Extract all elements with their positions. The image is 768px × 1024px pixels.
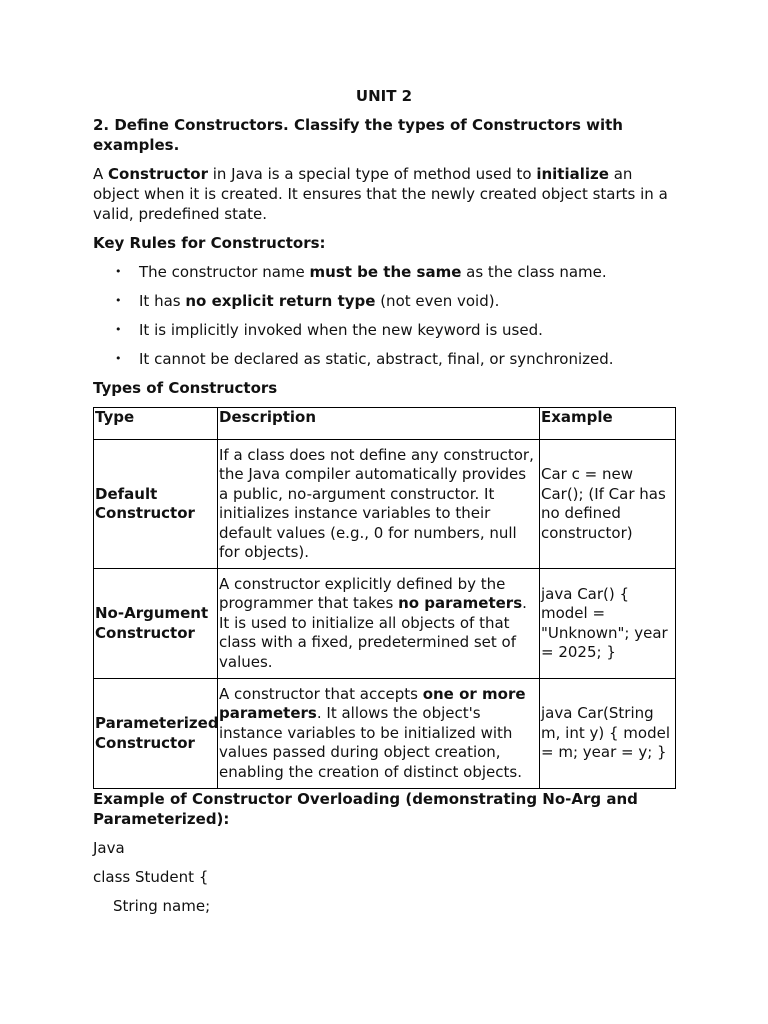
- description-text: If a class does not define any constructor, the Java compiler automatically provides a public, no-argument constructor. It initializes instance variables to their default values (e.g., 0 for numbers, null for objects).: [219, 445, 534, 561]
- rules-list: [93, 262, 675, 369]
- intro-text-2: in Java is a special type of method used to: [207, 165, 537, 183]
- types-heading: Types of Constructors: [93, 379, 278, 397]
- table-header: Example: [540, 408, 676, 440]
- rules-heading: Key Rules for Constructors:: [93, 234, 326, 252]
- intro-paragraph: [93, 164, 675, 224]
- code-line: String name;: [113, 897, 211, 915]
- example-heading: Example of Constructor Overloading (demonstrating No-Arg and Parameterized):: [93, 790, 638, 828]
- code-language-label: Java: [93, 839, 125, 857]
- intro-text-3: an object when it is created. It ensures that the newly created object starts in a valid, predefined state.: [93, 165, 668, 223]
- question-heading: 2. Define Constructors. Classify the types of Constructors with examples.: [93, 116, 623, 154]
- rule-text: as the class name.: [461, 263, 607, 281]
- description-text: A constructor that accepts: [219, 684, 423, 703]
- rule-text: It is implicitly invoked when the new keyword is used.: [139, 321, 543, 339]
- intro-text-1: A: [93, 165, 109, 183]
- rule-text: It has: [139, 292, 186, 310]
- constructor-types-table: [93, 407, 676, 789]
- intro-bold-initialize: initialize: [536, 165, 609, 183]
- list-item: [93, 320, 675, 340]
- description-bold: one or more parameters: [219, 684, 526, 723]
- rule-text: (not even void).: [375, 292, 500, 310]
- list-item: [93, 349, 675, 369]
- table-header: Description: [218, 408, 540, 440]
- description-text: A constructor explicitly defined by the programmer that takes: [219, 574, 506, 613]
- rule-text: The constructor name: [139, 263, 310, 281]
- list-item: [93, 262, 675, 282]
- unit-title: UNIT 2: [355, 87, 413, 105]
- list-item: [93, 291, 675, 311]
- rule-text: It cannot be declared as static, abstract, final, or synchronized.: [139, 350, 614, 368]
- table-header: Type: [94, 408, 218, 440]
- table-row: [94, 440, 676, 569]
- document-page: [93, 86, 675, 925]
- description-bold: no parameters: [398, 594, 523, 613]
- description-text: . It allows the object's instance variables to be initialized with values passed during object creation, enabling the creation of distinct objects.: [219, 704, 522, 781]
- table-cell-example: java Car(String m, int y) { model = m; year = y; }: [540, 679, 676, 789]
- table-row: [94, 679, 676, 789]
- table-cell-description: [218, 679, 540, 789]
- description-text: . It is used to initialize all objects of that class with a fixed, predetermined set of values.: [219, 594, 527, 671]
- table-cell-description: [218, 569, 540, 679]
- table-cell-type: Parameterized Constructor: [94, 679, 218, 789]
- table-cell-example: Car c = new Car(); (If Car has no defined constructor): [540, 440, 676, 569]
- table-cell-example: java Car() { model = "Unknown"; year = 2025; }: [540, 569, 676, 679]
- code-line: class Student {: [93, 868, 209, 886]
- table-header-row: [94, 408, 676, 440]
- table-cell-description: [218, 440, 540, 569]
- table-cell-type: No-Argument Constructor: [94, 569, 218, 679]
- intro-bold-constructor: Constructor: [108, 165, 208, 183]
- table-cell-type: Default Constructor: [94, 440, 218, 569]
- rule-bold: no explicit return type: [185, 292, 376, 310]
- rule-bold: must be the same: [309, 263, 462, 281]
- table-row: [94, 569, 676, 679]
